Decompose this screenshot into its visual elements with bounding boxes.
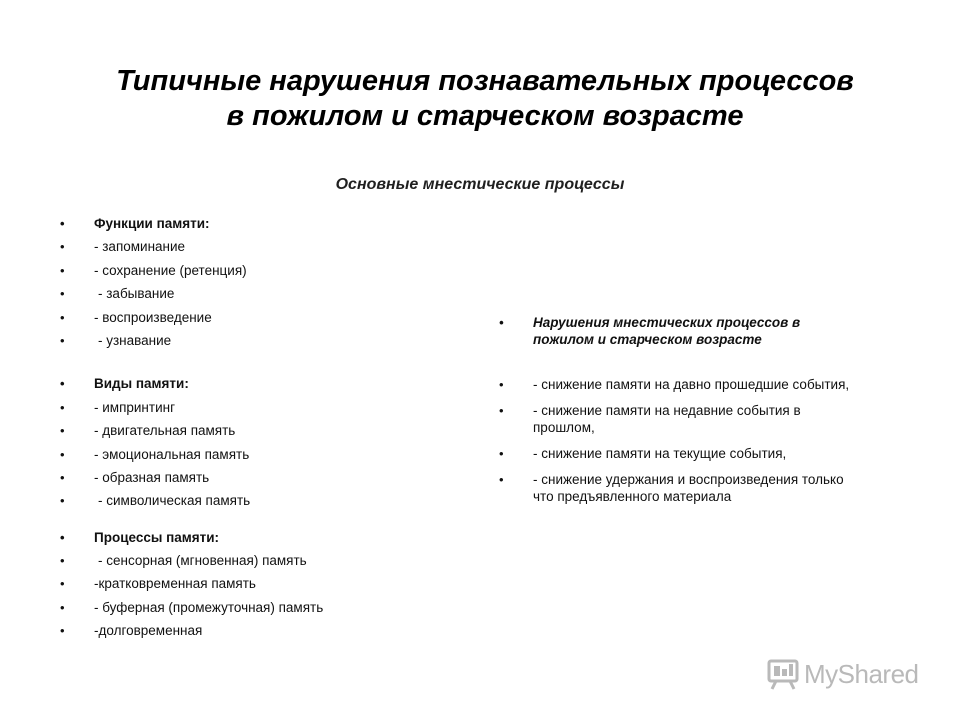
slide-title-line2: в пожилом и старческом возрасте — [226, 100, 744, 132]
myshared-watermark — [766, 656, 919, 692]
list-item: • - узнавание — [94, 333, 414, 356]
watermark-text: MyShared — [804, 658, 919, 689]
list-item: • - двигательная память — [94, 423, 414, 446]
list-item: • - образная память — [94, 470, 414, 493]
list-item: • - снижение памяти на недавние события в прошлом, — [533, 402, 863, 436]
list-item: • - снижение удержания и воспроизведения только что предъявленного материала — [533, 471, 863, 505]
list-item: • - забывание — [94, 286, 414, 309]
list-item: • - снижение памяти на текущие события, — [533, 445, 863, 462]
slide-title-line1: Типичные нарушения познавательных процессов — [116, 65, 854, 97]
list-item: • - сохранение (ретенция) — [94, 263, 414, 286]
list-item: • - воспроизведение — [94, 310, 414, 333]
list-item: • -кратковременная память — [94, 576, 414, 599]
list-heading-impairments: • Нарушения мнестических процессов в пожилом и старческом возрасте — [533, 314, 863, 348]
list-item: • -долговременная — [94, 623, 414, 646]
presentation-board-icon — [766, 657, 800, 691]
slide-title — [40, 64, 930, 134]
list-item: • - снижение памяти на давно прошедшие события, — [533, 376, 863, 393]
list-item: • - символическая память — [94, 493, 414, 516]
list-item: • - буферная (промежуточная) память — [94, 600, 414, 623]
slide-subtitle: Основные мнестические процессы — [335, 176, 625, 193]
list-item: • - сенсорная (мгновенная) память — [94, 553, 414, 576]
list-item: • - эмоциональная память — [94, 447, 414, 470]
list-item: • - запоминание — [94, 239, 414, 262]
list-heading-processes: • Процессы памяти: — [94, 530, 414, 553]
list-item: • - импринтинг — [94, 400, 414, 423]
list-heading-functions: • Функции памяти: — [94, 216, 414, 239]
list-heading-types: • Виды памяти: — [94, 376, 414, 399]
memory-list — [94, 216, 414, 647]
impairments-list — [533, 314, 863, 514]
